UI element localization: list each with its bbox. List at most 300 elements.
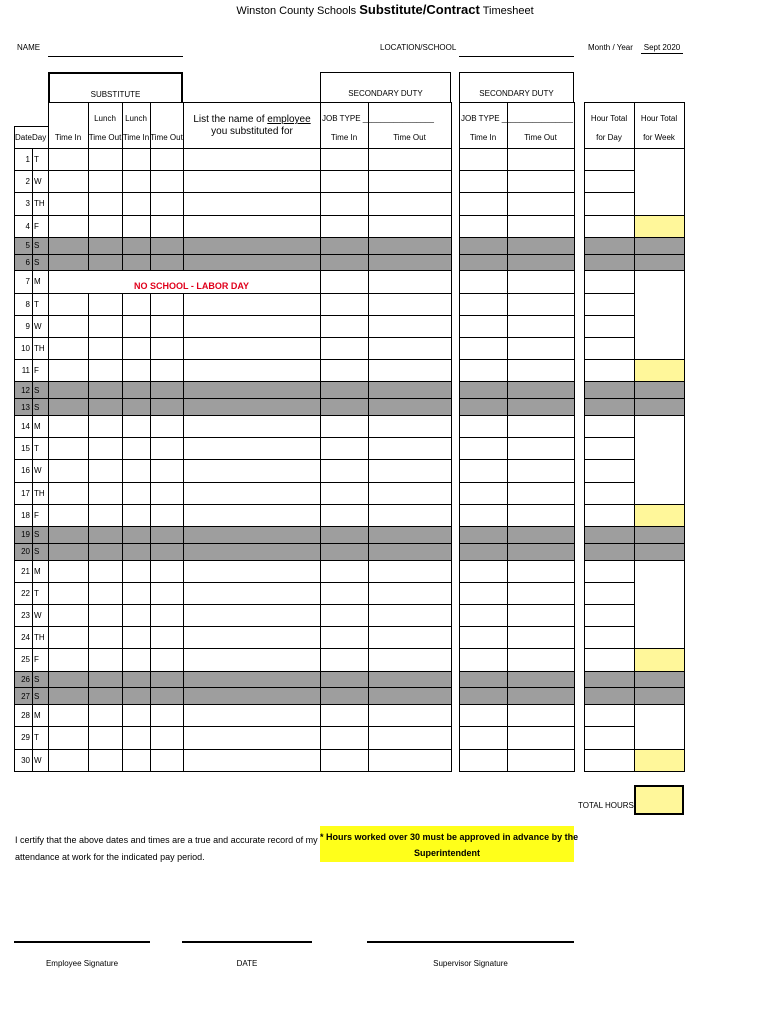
day-total-cell (584, 671, 635, 689)
sub-time-in-cell[interactable] (48, 359, 89, 382)
row-day-cell (32, 671, 49, 689)
sec1-time-out-cell[interactable] (368, 482, 452, 505)
lunch-time-in-cell[interactable] (122, 560, 151, 583)
sec2-time-in-cell[interactable] (459, 337, 508, 360)
sub-time-in-cell[interactable] (48, 626, 89, 649)
lunch-time-out-cell[interactable] (150, 170, 184, 193)
lunch-time-out-cell[interactable] (150, 437, 184, 460)
sec1-time-out-cell[interactable] (368, 726, 452, 749)
sub-time-in-cell[interactable] (48, 704, 89, 727)
sec1-time-out-cell[interactable] (368, 560, 452, 583)
sec2-time-in-cell (459, 398, 508, 416)
sub-time-in-cell[interactable] (48, 504, 89, 527)
lunch-time-in-cell[interactable] (122, 726, 151, 749)
sec2-time-in-cell[interactable] (459, 582, 508, 605)
row-date: 20 (21, 547, 30, 557)
row-day: M (34, 422, 41, 432)
lunch-time-out-cell[interactable] (150, 415, 184, 438)
sec2-time-out-cell[interactable] (507, 704, 575, 727)
day-total-cell[interactable] (584, 170, 635, 193)
sec1-time-in-cell[interactable] (320, 415, 369, 438)
lunch-time-out-cell[interactable] (150, 704, 184, 727)
sec1-time-out-cell[interactable] (368, 359, 452, 382)
lunch-time-out-cell[interactable] (150, 504, 184, 527)
row-date-cell (14, 482, 33, 505)
day-total-cell[interactable] (584, 270, 635, 293)
sec2-time-out-header-cell (507, 102, 575, 149)
sub-time-in-cell[interactable] (48, 726, 89, 749)
sub-time-out-cell[interactable] (88, 215, 123, 238)
sec2-time-in-cell[interactable] (459, 504, 508, 527)
sec2-time-out-cell[interactable] (507, 337, 575, 360)
sub-time-in-cell[interactable] (48, 170, 89, 193)
secondary1-title-box (320, 72, 451, 102)
lunch-time-in-cell[interactable] (122, 582, 151, 605)
col-day: Day (32, 133, 47, 142)
row-day: F (34, 510, 39, 520)
sec1-time-in-cell[interactable] (320, 560, 369, 583)
lunch-time-out-cell[interactable] (150, 315, 184, 338)
employee-name-cell[interactable] (183, 359, 321, 382)
month-label: Month / Year (588, 43, 633, 52)
sub-time-out-cell[interactable] (88, 560, 123, 583)
lunch-time-out-cell[interactable] (150, 337, 184, 360)
sec1-time-in-cell[interactable] (320, 604, 369, 627)
employee-name-cell[interactable] (183, 148, 321, 171)
sec1-time-in-cell[interactable] (320, 315, 369, 338)
sub-time-in-cell[interactable] (48, 582, 89, 605)
sub-time-out-cell (88, 254, 123, 272)
row-day: T (34, 588, 39, 598)
sec2-time-in-cell[interactable] (459, 626, 508, 649)
sec1-time-out-cell[interactable] (368, 170, 452, 193)
secondary2-title-box (459, 72, 574, 102)
lunch-time-out-cell[interactable] (150, 359, 184, 382)
lunch-time-in-cell[interactable] (122, 415, 151, 438)
col-time-in: Time In (54, 133, 82, 142)
sec2-time-in-cell[interactable] (459, 459, 508, 482)
employee-name-cell[interactable] (183, 459, 321, 482)
sec1-time-in-cell (320, 526, 369, 544)
lunch-time-in-cell[interactable] (122, 704, 151, 727)
sec1-time-in-cell[interactable] (320, 749, 369, 772)
employee-signature-line[interactable] (14, 941, 150, 943)
sec1-time-out-cell[interactable] (368, 415, 452, 438)
lunch-time-out-cell[interactable] (150, 482, 184, 505)
sec1-time-in-cell[interactable] (320, 437, 369, 460)
sub-time-out-cell[interactable] (88, 726, 123, 749)
lunch-time-in-cell[interactable] (122, 148, 151, 171)
sec2-time-out-cell[interactable] (507, 437, 575, 460)
lunch-time-out-cell[interactable] (150, 626, 184, 649)
employee-name-cell[interactable] (183, 604, 321, 627)
lunch-time-in-cell[interactable] (122, 437, 151, 460)
lunch-time-out-cell[interactable] (150, 726, 184, 749)
sub-time-out-cell[interactable] (88, 626, 123, 649)
employee-name-cell[interactable] (183, 215, 321, 238)
sec2-time-out-cell[interactable] (507, 148, 575, 171)
sub-time-in-cell[interactable] (48, 482, 89, 505)
employee-name-cell[interactable] (183, 560, 321, 583)
sub-time-in-cell (48, 671, 89, 689)
day-total-cell[interactable] (584, 704, 635, 727)
sub-time-out-cell (88, 237, 123, 255)
lunch-time-in-cell[interactable] (122, 504, 151, 527)
sec2-time-out-cell[interactable] (507, 604, 575, 627)
sec2-time-out-cell[interactable] (507, 749, 575, 772)
day-total-cell[interactable] (584, 437, 635, 460)
employee-name-cell[interactable] (183, 504, 321, 527)
sec2-time-in-cell[interactable] (459, 315, 508, 338)
sec1-time-in-cell[interactable] (320, 459, 369, 482)
employee-name-cell[interactable] (183, 337, 321, 360)
sec1-time-out-cell[interactable] (368, 582, 452, 605)
sub-time-out-cell[interactable] (88, 482, 123, 505)
row-date: 25 (21, 655, 30, 665)
day-total-cell[interactable] (584, 293, 635, 316)
week-total-field[interactable] (634, 504, 685, 527)
week-total-field[interactable] (634, 215, 685, 238)
lunch-time-out-cell[interactable] (150, 148, 184, 171)
lunch-time-in-cell[interactable] (122, 749, 151, 772)
row-day-cell (32, 687, 49, 705)
lunch-time-in-cell[interactable] (122, 359, 151, 382)
employee-header-line2: you substituted for (211, 126, 293, 137)
row-day-cell (32, 415, 49, 438)
sec2-time-in-cell[interactable] (459, 604, 508, 627)
employee-name-cell[interactable] (183, 626, 321, 649)
sec1-time-in-cell[interactable] (320, 482, 369, 505)
sub-time-in-cell[interactable] (48, 215, 89, 238)
sub-time-in-cell[interactable] (48, 415, 89, 438)
month-value[interactable]: Sept 2020 (641, 43, 683, 54)
lunch-time-out-cell[interactable] (150, 293, 184, 316)
row-day-cell (32, 626, 49, 649)
row-date: 18 (21, 510, 30, 520)
sub-time-in-cell[interactable] (48, 148, 89, 171)
week-total-field[interactable] (634, 648, 685, 671)
employee-name-cell[interactable] (183, 170, 321, 193)
day-total-cell[interactable] (584, 626, 635, 649)
sub-time-in-cell[interactable] (48, 560, 89, 583)
sec1-time-out-cell[interactable] (368, 270, 452, 293)
sec2-time-out-cell[interactable] (507, 582, 575, 605)
week-total-block (634, 560, 685, 650)
sec2-time-out-cell[interactable] (507, 648, 575, 671)
sec1-time-in-cell[interactable] (320, 704, 369, 727)
lunch-time-out-cell[interactable] (150, 582, 184, 605)
name-field[interactable] (48, 56, 183, 57)
sec1-time-out-cell[interactable] (368, 315, 452, 338)
sub-time-in-cell[interactable] (48, 293, 89, 316)
lunch-time-out-cell[interactable] (150, 648, 184, 671)
employee-name-cell[interactable] (183, 415, 321, 438)
lunch-time-in-cell (122, 254, 151, 272)
lunch-time-in-cell[interactable] (122, 293, 151, 316)
sec2-time-in-cell[interactable] (459, 215, 508, 238)
sub-time-out-cell[interactable] (88, 749, 123, 772)
sec2-time-in-cell[interactable] (459, 482, 508, 505)
sec2-time-in-cell[interactable] (459, 293, 508, 316)
title-main: Substitute/Contract (359, 2, 480, 17)
week-total-field[interactable] (634, 359, 685, 382)
sub-time-out-cell[interactable] (88, 192, 123, 215)
sec1-time-out-cell (368, 254, 452, 272)
lunch-time-in-header-cell (122, 102, 151, 149)
sec1-time-out-cell[interactable] (368, 749, 452, 772)
sub-time-in-cell[interactable] (48, 648, 89, 671)
lunch-time-out-cell[interactable] (150, 604, 184, 627)
sec2-time-out-cell[interactable] (507, 726, 575, 749)
employee-name-cell (183, 687, 321, 705)
sec2-time-out-cell[interactable] (507, 170, 575, 193)
row-date: 16 (21, 466, 30, 476)
date-signature-label: DATE (236, 959, 258, 968)
week-total-block (634, 415, 685, 505)
sub-time-out-cell[interactable] (88, 170, 123, 193)
sec2-time-out-cell (507, 671, 575, 689)
sec2-time-in-cell[interactable] (459, 170, 508, 193)
sec1-time-out-cell[interactable] (368, 648, 452, 671)
sub-time-out-cell[interactable] (88, 648, 123, 671)
employee-name-cell[interactable] (183, 293, 321, 316)
sub-time-out-cell[interactable] (88, 704, 123, 727)
lunch-time-out-cell[interactable] (150, 560, 184, 583)
row-day-cell (32, 254, 49, 272)
row-date-cell (14, 415, 33, 438)
row-date-cell (14, 626, 33, 649)
sec2-time-out-cell[interactable] (507, 626, 575, 649)
lunch-time-in-cell[interactable] (122, 648, 151, 671)
day-total-cell[interactable] (584, 192, 635, 215)
sec1-time-out-cell[interactable] (368, 504, 452, 527)
sec1-time-in-cell[interactable] (320, 293, 369, 316)
lunch-time-in-cell[interactable] (122, 482, 151, 505)
row-day: W (34, 466, 42, 476)
lunch-time-in-cell[interactable] (122, 626, 151, 649)
total-hours-label: TOTAL HOURS (578, 801, 634, 810)
sec1-time-out-cell[interactable] (368, 626, 452, 649)
day-total-cell[interactable] (584, 582, 635, 605)
sub-time-out-cell[interactable] (88, 315, 123, 338)
lunch-time-out-cell[interactable] (150, 749, 184, 772)
sec2-time-out-cell[interactable] (507, 504, 575, 527)
row-date: 12 (21, 385, 30, 395)
sec1-time-in-cell[interactable] (320, 726, 369, 749)
sec1-time-in-cell[interactable] (320, 337, 369, 360)
lunch-time-in-cell[interactable] (122, 459, 151, 482)
sec2-time-out-cell[interactable] (507, 270, 575, 293)
sec1-time-out-cell[interactable] (368, 604, 452, 627)
sec2-time-in-cell[interactable] (459, 192, 508, 215)
sec2-time-out-cell[interactable] (507, 482, 575, 505)
employee-name-cell[interactable] (183, 582, 321, 605)
week-total-block (634, 148, 685, 216)
row-date: 7 (25, 277, 30, 287)
sec2-time-out-cell[interactable] (507, 359, 575, 382)
employee-name-cell[interactable] (183, 749, 321, 772)
lunch-time-in-cell[interactable] (122, 604, 151, 627)
employee-name-cell[interactable] (183, 315, 321, 338)
sec2-time-out-cell[interactable] (507, 192, 575, 215)
sec1-time-in-cell[interactable] (320, 626, 369, 649)
sec1-time-out-cell[interactable] (368, 215, 452, 238)
lunch-time-in-cell[interactable] (122, 170, 151, 193)
row-day-cell (32, 582, 49, 605)
sub-time-out-header-cell (88, 102, 123, 149)
sec1-time-out-cell[interactable] (368, 337, 452, 360)
sub-time-in-cell (48, 254, 89, 272)
location-field[interactable] (459, 56, 574, 57)
sec1-time-out-cell[interactable] (368, 704, 452, 727)
day-total-cell[interactable] (584, 504, 635, 527)
lunch-time-in-cell[interactable] (122, 337, 151, 360)
sec2-time-in-cell[interactable] (459, 726, 508, 749)
day-total-cell[interactable] (584, 749, 635, 772)
lunch-time-in-cell[interactable] (122, 192, 151, 215)
sub-time-out-cell[interactable] (88, 415, 123, 438)
lunch-time-in-cell[interactable] (122, 215, 151, 238)
sec2-time-out-cell[interactable] (507, 293, 575, 316)
secondary2-title: SECONDARY DUTY (479, 89, 554, 98)
week-total-block (634, 704, 685, 749)
total-hours-field[interactable] (634, 785, 684, 815)
row-date-cell (14, 337, 33, 360)
lunch-time-out-cell (150, 398, 184, 416)
employee-name-cell[interactable] (183, 726, 321, 749)
lunch-time-out-cell[interactable] (150, 215, 184, 238)
sub-time-out-cell[interactable] (88, 437, 123, 460)
sec2-time-in-cell[interactable] (459, 704, 508, 727)
row-day: W (34, 321, 42, 331)
day-total-cell[interactable] (584, 604, 635, 627)
sec2-time-out: Time Out (524, 133, 557, 142)
row-date-cell (14, 170, 33, 193)
sec2-time-in-cell[interactable] (459, 437, 508, 460)
sec2-time-out-cell[interactable] (507, 560, 575, 583)
day-total-cell[interactable] (584, 215, 635, 238)
date-signature-line[interactable] (182, 941, 312, 943)
sec1-time-in-cell[interactable] (320, 648, 369, 671)
sec1-time-in-cell[interactable] (320, 192, 369, 215)
employee-name-cell[interactable] (183, 437, 321, 460)
day-total-cell[interactable] (584, 148, 635, 171)
sub-time-out-cell[interactable] (88, 293, 123, 316)
lunch-time-in-cell[interactable] (122, 315, 151, 338)
sec1-time-out-cell[interactable] (368, 293, 452, 316)
week-total-field[interactable] (634, 749, 685, 772)
lunch-label-2: Lunch (125, 114, 147, 123)
sub-time-out-cell[interactable] (88, 504, 123, 527)
sec2-time-in-cell[interactable] (459, 749, 508, 772)
day-total-cell[interactable] (584, 359, 635, 382)
employee-name-cell[interactable] (183, 704, 321, 727)
sub-time-in-cell (48, 526, 89, 544)
row-day: T (34, 444, 39, 454)
sec2-time-in-cell (459, 237, 508, 255)
day-total-cell[interactable] (584, 560, 635, 583)
day-total-cell[interactable] (584, 648, 635, 671)
lunch-label-1: Lunch (94, 114, 116, 123)
sec1-time-out-cell (368, 398, 452, 416)
row-day: S (34, 674, 40, 684)
sec1-time-in-cell[interactable] (320, 270, 369, 293)
day-total-cell[interactable] (584, 459, 635, 482)
lunch-time-in-cell (122, 543, 151, 561)
sub-time-out-cell[interactable] (88, 604, 123, 627)
sec1-time-out-cell[interactable] (368, 437, 452, 460)
sub-time-in-cell[interactable] (48, 459, 89, 482)
employee-name-cell (183, 671, 321, 689)
sec1-time-out-cell[interactable] (368, 148, 452, 171)
lunch-time-out-cell[interactable] (150, 192, 184, 215)
sub-time-out-cell[interactable] (88, 582, 123, 605)
day-total-cell[interactable] (584, 726, 635, 749)
row-day: F (34, 221, 39, 231)
sub-time-in-cell[interactable] (48, 749, 89, 772)
sub-time-out-cell (88, 543, 123, 561)
employee-name-cell[interactable] (183, 482, 321, 505)
sec1-time-in-cell[interactable] (320, 148, 369, 171)
sec2-time-in-cell[interactable] (459, 359, 508, 382)
sec2-time-in-cell[interactable] (459, 148, 508, 171)
sub-time-in-cell[interactable] (48, 337, 89, 360)
sec1-time-in-cell[interactable] (320, 170, 369, 193)
sec2-time-in-cell[interactable] (459, 648, 508, 671)
employee-name-cell[interactable] (183, 192, 321, 215)
sec1-time-in-cell[interactable] (320, 582, 369, 605)
row-day-cell (32, 215, 49, 238)
day-total-cell[interactable] (584, 415, 635, 438)
sub-time-in-cell[interactable] (48, 604, 89, 627)
sec1-time-in-cell[interactable] (320, 215, 369, 238)
sec2-time-out-cell[interactable] (507, 315, 575, 338)
sec1-time-in-cell[interactable] (320, 504, 369, 527)
sub-time-in-cell[interactable] (48, 192, 89, 215)
employee-name-cell[interactable] (183, 648, 321, 671)
sec1-time-out-cell[interactable] (368, 192, 452, 215)
sec2-time-out-cell[interactable] (507, 215, 575, 238)
sub-time-out-cell[interactable] (88, 359, 123, 382)
lunch-time-out-cell[interactable] (150, 459, 184, 482)
sub-time-in-cell[interactable] (48, 437, 89, 460)
sub-time-out-cell[interactable] (88, 459, 123, 482)
sec2-time-in-cell (459, 254, 508, 272)
sub-time-in-cell[interactable] (48, 315, 89, 338)
day-total-cell[interactable] (584, 337, 635, 360)
sec2-time-out-cell[interactable] (507, 415, 575, 438)
sub-time-in-header-cell (48, 102, 89, 149)
sec2-time-out-cell[interactable] (507, 459, 575, 482)
row-day: W (34, 755, 42, 765)
sec1-time-in-cell[interactable] (320, 359, 369, 382)
day-total-cell[interactable] (584, 482, 635, 505)
row-day-cell (32, 604, 49, 627)
row-date: 19 (21, 530, 30, 540)
sec1-time-out-cell[interactable] (368, 459, 452, 482)
row-date-cell (14, 726, 33, 749)
sec2-time-in-cell[interactable] (459, 415, 508, 438)
week-total-weekend-cell (634, 398, 685, 416)
sec2-time-in-cell (459, 381, 508, 399)
supervisor-signature-line[interactable] (367, 941, 574, 943)
sub-time-out-cell[interactable] (88, 148, 123, 171)
sub-time-out-cell[interactable] (88, 337, 123, 360)
sec2-time-in-cell[interactable] (459, 560, 508, 583)
day-total-cell[interactable] (584, 315, 635, 338)
sec2-time-in-cell[interactable] (459, 270, 508, 293)
row-date-cell (14, 254, 33, 272)
